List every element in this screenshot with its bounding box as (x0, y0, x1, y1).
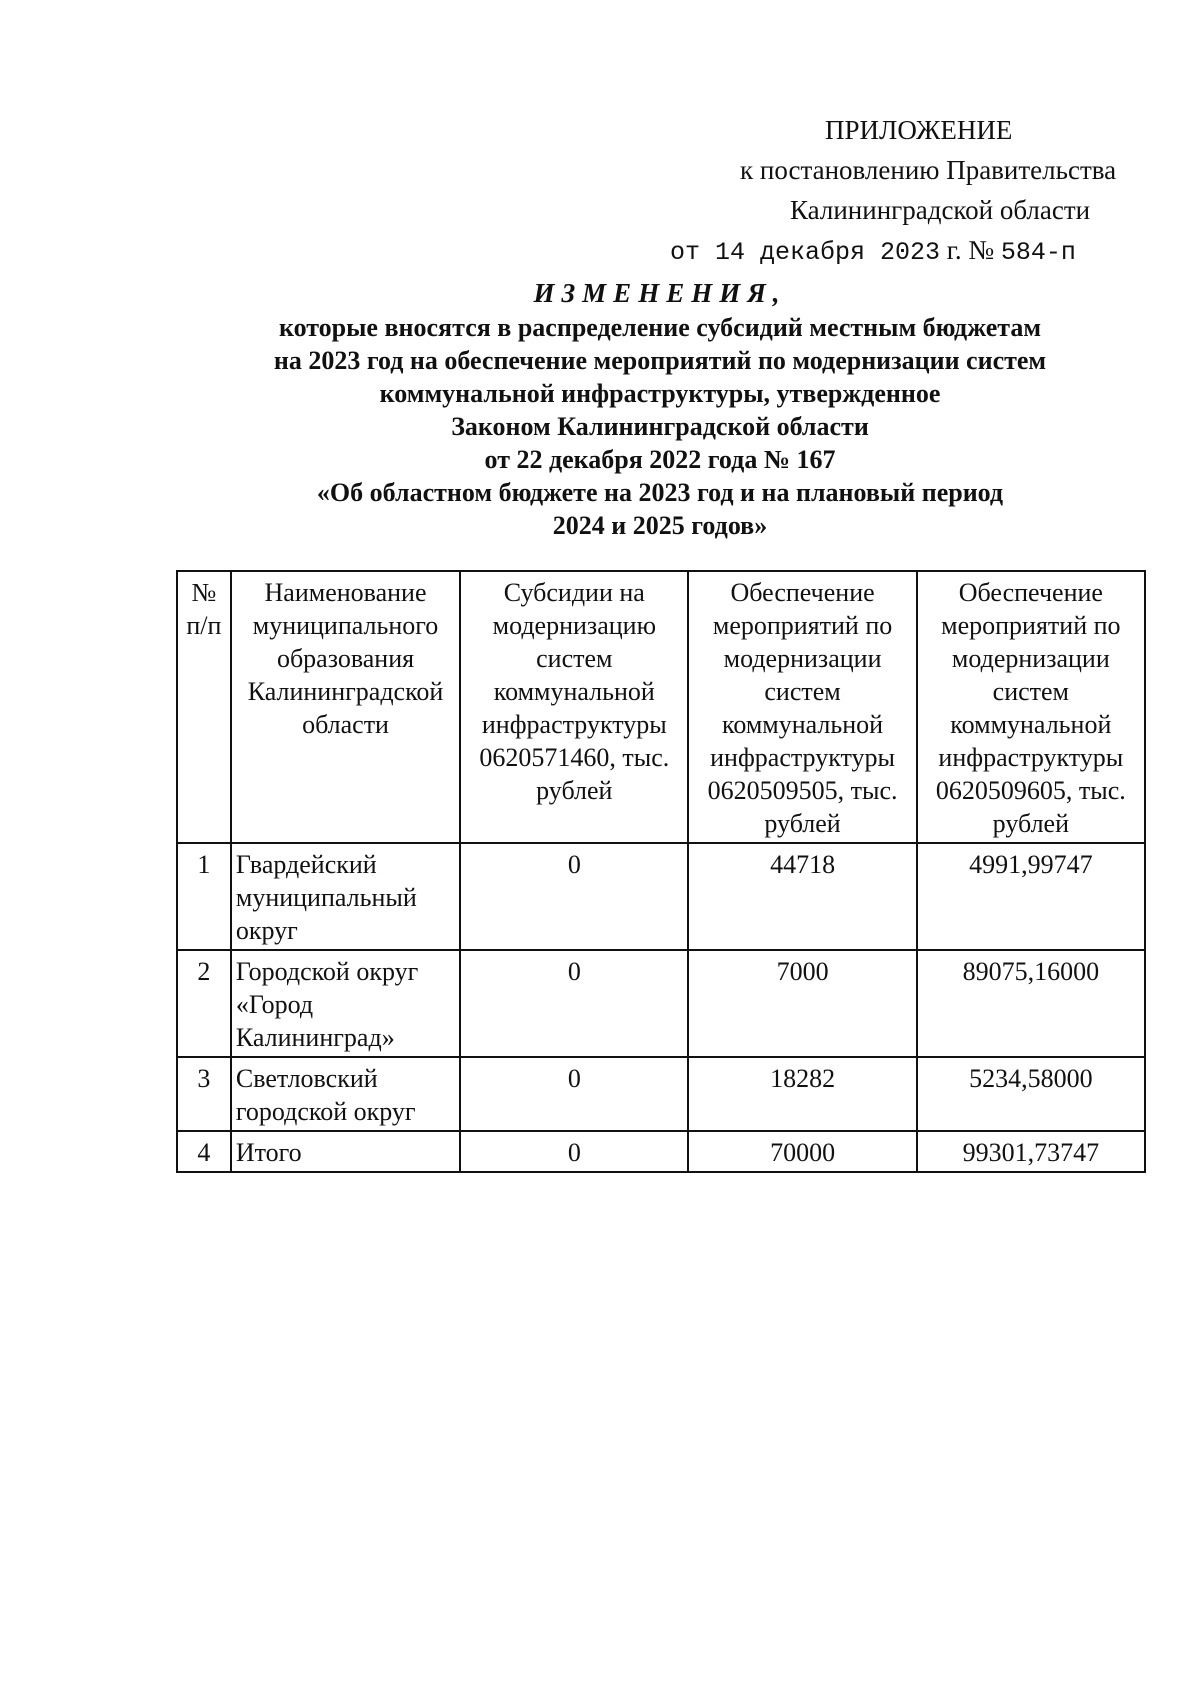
appendix-line-2: Калининградской области (790, 195, 1091, 225)
cell-number: 2 (177, 950, 231, 1057)
header-measures-0620509605: Обеспечение мероприятий по модернизации систем коммунальной инфраструктуры 0620509605, тыс. рублей (917, 571, 1145, 843)
heading-line-7: 2024 и 2025 годов» (552, 511, 768, 540)
appendix-block (670, 110, 1200, 273)
header-number: № п/п (177, 571, 231, 843)
table-total-row (177, 1131, 1145, 1172)
cell-measures-b: 4991,99747 (917, 843, 1145, 950)
cell-measures-a: 44718 (688, 843, 916, 950)
cell-subsidy: 0 (460, 1057, 688, 1131)
cell-municipality: Светловский городской округ (231, 1057, 460, 1131)
appendix-date-line (670, 230, 1200, 273)
appendix-date-separator: г. № (940, 235, 1001, 265)
cell-measures-a: 7000 (688, 950, 916, 1057)
heading-line-1: которые вносятся в распределение субсидий местным бюджетам (278, 313, 1042, 342)
document-heading (150, 277, 1170, 542)
appendix-date: от 14 декабря 2023 (670, 238, 941, 267)
appendix-line-1: к постановлению Правительства (740, 155, 1117, 185)
cell-municipality: Городской округ «Город Калининград» (231, 950, 460, 1057)
heading-line-6: «Об областном бюджете на 2023 год и на плановый период (316, 478, 1004, 507)
cell-measures-a: 70000 (688, 1131, 916, 1172)
heading-line-4: Законом Калининградской области (451, 412, 869, 441)
cell-subsidy: 0 (460, 950, 688, 1057)
heading-line-2: на 2023 год на обеспечение мероприятий по модернизации систем (273, 346, 1047, 375)
cell-measures-b: 99301,73747 (917, 1131, 1145, 1172)
appendix-number: 584-п (1000, 238, 1076, 267)
cell-number: 1 (177, 843, 231, 950)
header-measures-0620509505: Обеспечение мероприятий по модернизации систем коммунальной инфраструктуры 0620509505, тыс. рублей (688, 571, 916, 843)
cell-municipality: Гвардейский муниципальный округ (231, 843, 460, 950)
cell-measures-b: 89075,16000 (917, 950, 1145, 1057)
cell-measures-a: 18282 (688, 1057, 916, 1131)
cell-municipality: Итого (231, 1131, 460, 1172)
header-subsidy-0620571460: Субсидии на модернизацию систем коммунальной инфраструктуры 0620571460, тыс. рублей (460, 571, 688, 843)
table-row (177, 1057, 1145, 1131)
table-row (177, 843, 1145, 950)
appendix-title: ПРИЛОЖЕНИЕ (825, 115, 1013, 145)
subsidy-table (176, 570, 1146, 1173)
cell-subsidy: 0 (460, 1131, 688, 1172)
heading-line-3: коммунальной инфраструктуры, утвержденное (379, 379, 941, 408)
cell-number: 3 (177, 1057, 231, 1131)
table-header-row (177, 571, 1145, 843)
cell-measures-b: 5234,58000 (917, 1057, 1145, 1131)
header-municipality: Наименование муниципального образования Калининградской области (231, 571, 460, 843)
heading-title: ИЗМЕНЕНИЯ, (533, 278, 787, 308)
table-row (177, 950, 1145, 1057)
heading-line-5: от 22 декабря 2022 года № 167 (484, 445, 836, 474)
cell-number: 4 (177, 1131, 231, 1172)
cell-subsidy: 0 (460, 843, 688, 950)
